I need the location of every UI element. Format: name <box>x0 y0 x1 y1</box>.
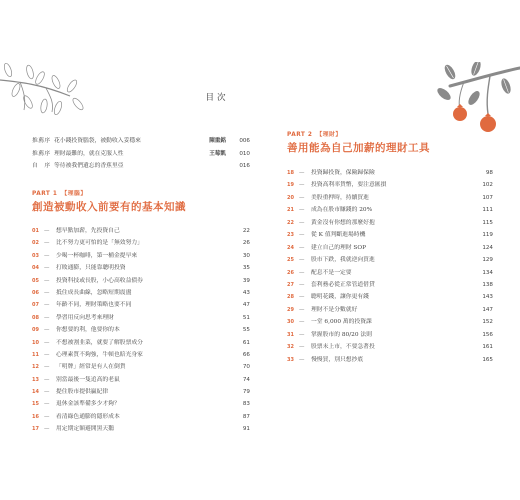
chapter-title: 「明牌」經常是有人在倒貨 <box>56 364 126 371</box>
chapter-dash: — <box>44 228 50 234</box>
chapter-title: 別當最後一隻追高的老鼠 <box>56 376 120 383</box>
chapter-page: 111 <box>482 207 493 214</box>
chapter-dash: — <box>299 257 305 264</box>
chapter-title: 從 K 值判斷進場時機 <box>311 232 366 239</box>
chapter-number: 31 <box>287 331 294 338</box>
chapter-page: 70 <box>242 364 250 371</box>
chapter-dash: — <box>299 194 305 201</box>
chapter-title: 抵住成長曲線，忽略短期震盪 <box>56 289 132 296</box>
chapter-title: 心理素質不夠強，牛頓也賠光身家 <box>56 351 143 358</box>
chapter-dash: — <box>299 306 305 313</box>
chapter-item[interactable] <box>287 354 493 366</box>
chapter-item[interactable] <box>32 312 250 324</box>
chapter-title: 投資高利率貨幣，要注意匯損 <box>311 182 387 189</box>
chapter-page: 138 <box>482 281 493 288</box>
chapter-dash: — <box>299 281 305 288</box>
chapter-dash: — <box>299 331 305 338</box>
chapter-title: 成為在股市賺錢的 20% <box>311 207 373 214</box>
chapter-item[interactable] <box>287 329 493 341</box>
chapter-title: 年齡不同，理財策略也要不同 <box>56 302 132 309</box>
chapter-item[interactable] <box>32 250 250 262</box>
chapter-page: 79 <box>242 389 250 396</box>
chapter-page: 35 <box>242 265 250 272</box>
chapter-dash: — <box>44 351 50 358</box>
preface-kind: 自 序 <box>32 163 51 169</box>
chapter-number: 33 <box>287 356 294 363</box>
chapter-dash: — <box>299 319 305 326</box>
chapter-number: 14 <box>32 389 39 396</box>
chapter-dash: — <box>44 265 50 272</box>
chapter-item[interactable] <box>32 237 250 249</box>
part1-label <box>32 188 250 197</box>
part2-chapter-list <box>287 167 493 366</box>
chapter-number: 09 <box>32 327 39 334</box>
chapter-dash: — <box>44 426 50 433</box>
chapter-item[interactable] <box>287 229 493 241</box>
chapter-item[interactable] <box>287 217 493 229</box>
preface-item[interactable] <box>32 135 250 148</box>
chapter-dash: — <box>299 356 305 363</box>
chapter-title: 一堂 6,000 萬的投資課 <box>311 319 372 326</box>
chapter-title: 股票未上市，不要急著投 <box>311 344 375 351</box>
chapter-number: 03 <box>32 252 39 259</box>
chapter-title: 投資科技或長股，小心高收益債券 <box>56 277 143 284</box>
chapter-title: 投資歸投資，保險歸保險 <box>311 170 375 176</box>
chapter-page: 165 <box>482 356 493 363</box>
chapter-item[interactable] <box>287 179 493 191</box>
chapter-page: 26 <box>242 240 250 247</box>
chapter-dash: — <box>299 219 305 226</box>
part1-section <box>32 188 250 436</box>
part1-number: PART 1 <box>32 191 58 197</box>
chapter-dash: — <box>44 327 50 334</box>
chapter-item[interactable] <box>287 267 493 279</box>
part1-chapter-list <box>32 225 250 436</box>
chapter-title: 配息不是一定要 <box>311 269 352 276</box>
preface-title: 理財最難的，就在克服人性 <box>54 150 124 157</box>
chapter-number: 17 <box>32 426 39 433</box>
chapter-number: 05 <box>32 277 39 284</box>
chapter-dash: — <box>44 240 50 247</box>
chapter-dash: — <box>44 376 50 383</box>
chapter-number: 06 <box>32 289 39 296</box>
chapter-dash: — <box>299 269 305 276</box>
chapter-page: 152 <box>482 319 493 326</box>
chapter-page: 107 <box>482 194 493 201</box>
chapter-dash: — <box>299 244 305 251</box>
preface-page: 010 <box>239 150 250 157</box>
chapter-item[interactable] <box>32 337 250 349</box>
chapter-page: 147 <box>482 306 493 313</box>
chapter-page: 55 <box>242 327 250 334</box>
chapter-title: 用定期定額避開黑天鵝 <box>56 426 114 433</box>
chapter-dash: — <box>44 252 50 259</box>
chapter-number: 25 <box>287 257 294 264</box>
chapter-number: 01 <box>32 228 39 234</box>
preface-item[interactable] <box>32 148 250 161</box>
chapter-page: 143 <box>482 294 493 301</box>
chapter-dash: — <box>44 364 50 371</box>
chapter-dash: — <box>44 277 50 284</box>
chapter-number: 12 <box>32 364 39 371</box>
part1-heading: 創造被動收入前要有的基本知識 <box>32 201 186 213</box>
chapter-page: 61 <box>242 339 250 346</box>
chapter-page: 43 <box>242 289 250 296</box>
chapter-title: 理財不是分數就好 <box>311 306 358 313</box>
chapter-number: 08 <box>32 314 39 321</box>
preface-page: 006 <box>239 138 250 144</box>
chapter-title: 打敗通膨，只能靠聰明投資 <box>56 265 126 272</box>
chapter-number: 10 <box>32 339 39 346</box>
preface-list <box>32 135 250 173</box>
chapter-item[interactable] <box>32 423 250 435</box>
chapter-number: 18 <box>287 170 294 176</box>
chapter-page: 115 <box>482 219 493 226</box>
chapter-number: 30 <box>287 319 294 326</box>
chapter-page: 129 <box>482 257 493 264</box>
chapter-dash: — <box>44 302 50 309</box>
chapter-dash: — <box>44 314 50 321</box>
chapter-title: 看清綠色通膨的隱形成本 <box>56 413 120 420</box>
chapter-title: 退休金該準備多少才夠？ <box>56 401 120 408</box>
chapter-page: 119 <box>482 232 493 239</box>
chapter-page: 161 <box>482 344 493 351</box>
chapter-title: 股市下跌，我就逆向買進 <box>311 257 375 264</box>
chapter-dash: — <box>299 182 305 189</box>
chapter-dash: — <box>44 339 50 346</box>
chapter-number: 13 <box>32 376 39 383</box>
chapter-title: 你想要的利，他要你的本 <box>56 327 120 334</box>
chapter-title: 學習用反向思考來理財 <box>56 314 114 321</box>
chapter-number: 24 <box>287 244 294 251</box>
chapter-page: 124 <box>482 244 493 251</box>
chapter-number: 15 <box>32 401 39 408</box>
chapter-item[interactable] <box>287 242 493 254</box>
preface-signature: 王莓凱 <box>209 150 226 157</box>
chapter-page: 51 <box>242 314 250 321</box>
preface-title: 花小錢投資腦袋，被動收入妥穩來 <box>54 138 141 144</box>
chapter-page: 47 <box>242 302 250 309</box>
chapter-page: 87 <box>242 413 250 420</box>
chapter-title: 少喝一杯咖啡，第一桶金提早來 <box>56 252 138 259</box>
chapter-title: 比不努力更可怕的是「無效努力」 <box>56 240 143 247</box>
chapter-title: 套利務必從正常管道借貸 <box>311 281 375 288</box>
chapter-page: 98 <box>485 170 493 176</box>
part2-number: PART 2 <box>287 132 313 138</box>
chapter-dash: — <box>299 170 305 176</box>
chapter-title: 聰明花錢，讓你更有錢 <box>311 294 369 301</box>
chapter-number: 20 <box>287 194 294 201</box>
chapter-number: 16 <box>32 413 39 420</box>
preface-signature: 陳重銘 <box>209 138 226 144</box>
chapter-dash: — <box>44 413 50 420</box>
chapter-page: 91 <box>242 426 250 433</box>
chapter-item[interactable] <box>287 316 493 328</box>
chapter-title: 黃金沒有你想的那麼好抱 <box>311 219 375 226</box>
chapter-number: 22 <box>287 219 294 226</box>
chapter-number: 07 <box>32 302 39 309</box>
chapter-page: 156 <box>482 331 493 338</box>
chapter-page: 30 <box>242 252 250 259</box>
chapter-item[interactable] <box>32 386 250 398</box>
chapter-item[interactable] <box>32 361 250 373</box>
chapter-title: 慢慢買，別只想抄底 <box>311 356 364 363</box>
chapter-item[interactable] <box>287 254 493 266</box>
chapter-page: 39 <box>242 277 250 284</box>
leaf-branch-icon <box>0 62 88 122</box>
chapter-dash: — <box>44 389 50 396</box>
chapter-item[interactable] <box>287 279 493 291</box>
chapter-item[interactable] <box>287 204 493 216</box>
chapter-number: 19 <box>287 182 294 189</box>
chapter-page: 83 <box>242 401 250 408</box>
chapter-number: 11 <box>32 351 39 358</box>
preface-kind: 推薦序 <box>32 138 51 144</box>
chapter-item[interactable] <box>32 349 250 361</box>
chapter-page: 102 <box>482 182 493 189</box>
chapter-page: 22 <box>242 228 250 234</box>
preface-kind: 推薦序 <box>32 150 51 157</box>
chapter-item[interactable] <box>32 374 250 386</box>
part2-heading: 善用能為自己加薪的理財工具 <box>287 142 430 154</box>
chapter-item[interactable] <box>32 287 250 299</box>
chapter-dash: — <box>299 232 305 239</box>
chapter-number: 23 <box>287 232 294 239</box>
part1-tag: 【理腦】 <box>61 191 87 197</box>
chapter-item[interactable] <box>287 192 493 204</box>
chapter-item[interactable] <box>287 304 493 316</box>
chapter-number: 28 <box>287 294 294 301</box>
chapter-page: 66 <box>242 351 250 358</box>
chapter-number: 32 <box>287 344 294 351</box>
chapter-item[interactable] <box>32 324 250 336</box>
chapter-item[interactable] <box>32 411 250 423</box>
chapter-number: 27 <box>287 281 294 288</box>
chapter-page: 74 <box>242 376 250 383</box>
chapter-item[interactable] <box>32 275 250 287</box>
chapter-dash: — <box>299 344 305 351</box>
chapter-item[interactable] <box>32 225 250 237</box>
chapter-title: 想早點加薪，先投資自己 <box>56 228 120 234</box>
chapter-number: 02 <box>32 240 39 247</box>
part2-label <box>287 129 493 138</box>
chapter-number: 29 <box>287 306 294 313</box>
preface-item[interactable] <box>32 160 250 173</box>
preface-title: 等待被我們遺忘的香蕉里亞 <box>54 163 124 169</box>
chapter-title: 提住股市提供贏紀律 <box>56 389 109 396</box>
chapter-dash: — <box>44 401 50 408</box>
chapter-title: 美股重押時，持續買進 <box>311 194 369 201</box>
chapter-number: 21 <box>287 207 294 214</box>
chapter-title: 不想被割韭菜，就要了解股票成分 <box>56 339 143 346</box>
chapter-dash: — <box>44 289 50 296</box>
chapter-dash: — <box>299 294 305 301</box>
chapter-item[interactable] <box>287 341 493 353</box>
chapter-item[interactable] <box>287 167 493 179</box>
chapter-title: 建立自己的理財 SOP <box>311 244 367 251</box>
chapter-item[interactable] <box>32 262 250 274</box>
part2-tag: 【理財】 <box>316 132 342 138</box>
chapter-number: 04 <box>32 265 39 272</box>
chapter-item[interactable] <box>287 291 493 303</box>
preface-page: 016 <box>239 163 250 169</box>
chapter-number: 26 <box>287 269 294 276</box>
part2-section <box>287 129 493 366</box>
page-title: 目次 <box>205 93 229 103</box>
chapter-item[interactable] <box>32 398 250 410</box>
chapter-page: 134 <box>482 269 493 276</box>
chapter-dash: — <box>299 207 305 214</box>
chapter-item[interactable] <box>32 299 250 311</box>
chapter-title: 掌握股市的 80/20 法則 <box>311 331 372 338</box>
